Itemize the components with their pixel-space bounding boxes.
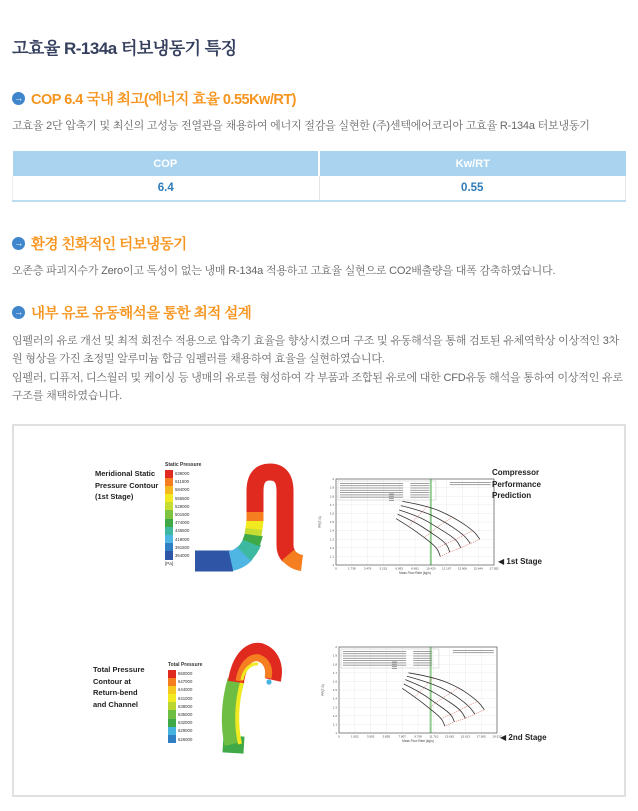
table-header-row: [13, 151, 626, 176]
table-header-cop: COP: [13, 151, 320, 176]
meridional-static-pressure-contour: [195, 459, 303, 583]
svg-text:1.9: 1.9: [332, 653, 337, 658]
svg-text:1.7: 1.7: [329, 502, 334, 507]
svg-text:11.710: 11.710: [429, 734, 439, 739]
page-title: 고효율 R-134a 터보냉동기 특징: [12, 39, 237, 58]
svg-text:13.662: 13.662: [445, 734, 455, 739]
svg-text:15.644: 15.644: [473, 566, 483, 571]
svg-text:17.382: 17.382: [489, 566, 499, 571]
table-header-kwrt: Kw/RT: [319, 151, 626, 176]
svg-text:2: 2: [332, 477, 334, 482]
arrow-bullet-icon: →: [12, 237, 25, 250]
cfd-figure-box: [12, 424, 626, 797]
svg-text:1: 1: [332, 563, 334, 568]
svg-text:PR(T-S): PR(T-S): [321, 684, 325, 696]
section-heading-cfd: [12, 302, 626, 323]
svg-text:1.8: 1.8: [332, 662, 337, 667]
section-body-cfd-2: 임펠러, 디퓨저, 디스월러 및 케이싱 등 냉매의 유로를 형성하여 각 부품과 조합된 유로에 대한 CFD유동 해석을 통하여 이상적인 유로 구조를 채택하였습니다.: [12, 371, 623, 402]
arrow-bullet-icon: →: [12, 306, 25, 319]
svg-text:9.758: 9.758: [414, 734, 422, 739]
svg-text:1.4: 1.4: [329, 528, 334, 533]
svg-text:1.8: 1.8: [329, 494, 334, 499]
svg-text:Mass Flow Rate (kg/s): Mass Flow Rate (kg/s): [399, 571, 431, 575]
svg-text:1.2: 1.2: [332, 713, 337, 718]
svg-text:1.952: 1.952: [351, 734, 359, 739]
svg-text:8.691: 8.691: [411, 566, 419, 571]
svg-text:1.5: 1.5: [329, 520, 334, 525]
svg-text:2: 2: [335, 645, 337, 650]
svg-text:0: 0: [335, 566, 337, 571]
performance-chart-2nd-stage: [318, 642, 518, 757]
svg-text:7.807: 7.807: [398, 734, 406, 739]
performance-chart-caption: Compressor Performance Prediction: [492, 468, 541, 501]
svg-text:12.167: 12.167: [442, 566, 452, 571]
section-heading-eco: [12, 233, 626, 254]
static-pressure-legend: Static Pressure 639000 611500 584000 556500 529000 501500 474000 446500 419000 391500 364000 [Pa]: [165, 462, 202, 566]
arrow-bullet-icon: →: [12, 92, 25, 105]
total-pressure-legend: Total Pressure 650000 647000 644000 641000 638000 635000 632000 629000 626000: [168, 662, 203, 742]
svg-text:PR(T-S): PR(T-S): [318, 516, 322, 528]
svg-text:1.1: 1.1: [332, 722, 337, 727]
cop-spec-table: [12, 151, 626, 202]
svg-text:1.5: 1.5: [332, 688, 337, 693]
svg-text:5.855: 5.855: [382, 734, 391, 739]
svg-text:0: 0: [338, 734, 340, 739]
svg-text:1.6: 1.6: [329, 511, 334, 516]
svg-text:1.6: 1.6: [332, 679, 337, 684]
svg-text:10.429: 10.429: [426, 566, 436, 571]
section-heading-text: 내부 유로 유동해석을 통한 최적 설계: [31, 306, 252, 323]
svg-text:19.517: 19.517: [492, 734, 502, 739]
table-value-cop: 6.4: [13, 176, 320, 201]
table-value-kwrt: 0.55: [319, 176, 626, 201]
svg-text:3.476: 3.476: [363, 566, 372, 571]
svg-text:13.906: 13.906: [457, 566, 467, 571]
svg-text:1: 1: [335, 731, 337, 736]
svg-text:1.3: 1.3: [332, 705, 337, 710]
svg-text:Mass Flow Rate (kg/s): Mass Flow Rate (kg/s): [402, 739, 434, 743]
stage-2-label: ◀ 2nd Stage: [500, 733, 547, 742]
svg-text:15.613: 15.613: [460, 734, 470, 739]
svg-text:1.9: 1.9: [329, 485, 334, 490]
section-heading-text: 환경 친화적인 터보냉동기: [31, 237, 187, 254]
svg-text:6.953: 6.953: [395, 566, 403, 571]
svg-text:1.4: 1.4: [332, 696, 337, 701]
svg-text:1.2: 1.2: [329, 545, 334, 550]
product-feature-page: [0, 34, 638, 743]
section-body-eco: 오존층 파괴지수가 Zero이고 독성이 없는 냉매 R-134a 적용하고 고효율 실현으로 CO2배출량을 대폭 감축하였습니다.: [12, 265, 556, 278]
section-heading-text: COP 6.4 국내 최고(에너지 효율 0.55Kw/RT): [31, 92, 297, 108]
table-value-row: [13, 176, 626, 201]
svg-text:1.738: 1.738: [348, 566, 356, 571]
svg-text:17.565: 17.565: [476, 734, 486, 739]
total-pressure-contour-label: Total Pressure Contour at Return-bend and Channel: [93, 665, 145, 709]
svg-text:3.903: 3.903: [366, 734, 375, 739]
performance-chart-1st-stage: [315, 474, 515, 589]
svg-text:5.215: 5.215: [379, 566, 388, 571]
section-heading-cop: [12, 88, 626, 109]
svg-text:1.1: 1.1: [329, 554, 334, 559]
total-pressure-contour: [205, 632, 287, 756]
meridional-contour-label: Meridional Static Pressure Contour (1st Stage): [95, 469, 159, 502]
svg-text:1.7: 1.7: [332, 670, 337, 675]
svg-text:1.3: 1.3: [329, 537, 334, 542]
section-body-cop: 고효율 2단 압축기 및 최신의 고성능 전열관을 채용하여 에너지 절감을 실현한 (주)센텍에어코리아 고효율 R-134a 터보냉동기: [12, 120, 590, 132]
section-body-cfd-1: 임펠러의 유로 개선 및 최적 회전수 적용으로 압축기 효율을 향상시켰으며 구조 및 유동해석을 통해 검토된 유체역학상 이상적인 3차원 형상을 가진 초정밀 알루미늄 합금 임펠러를 채용하여 효율을 실현하였습니다.: [12, 335, 620, 366]
stage-1-label: ◀ 1st Stage: [498, 557, 542, 566]
